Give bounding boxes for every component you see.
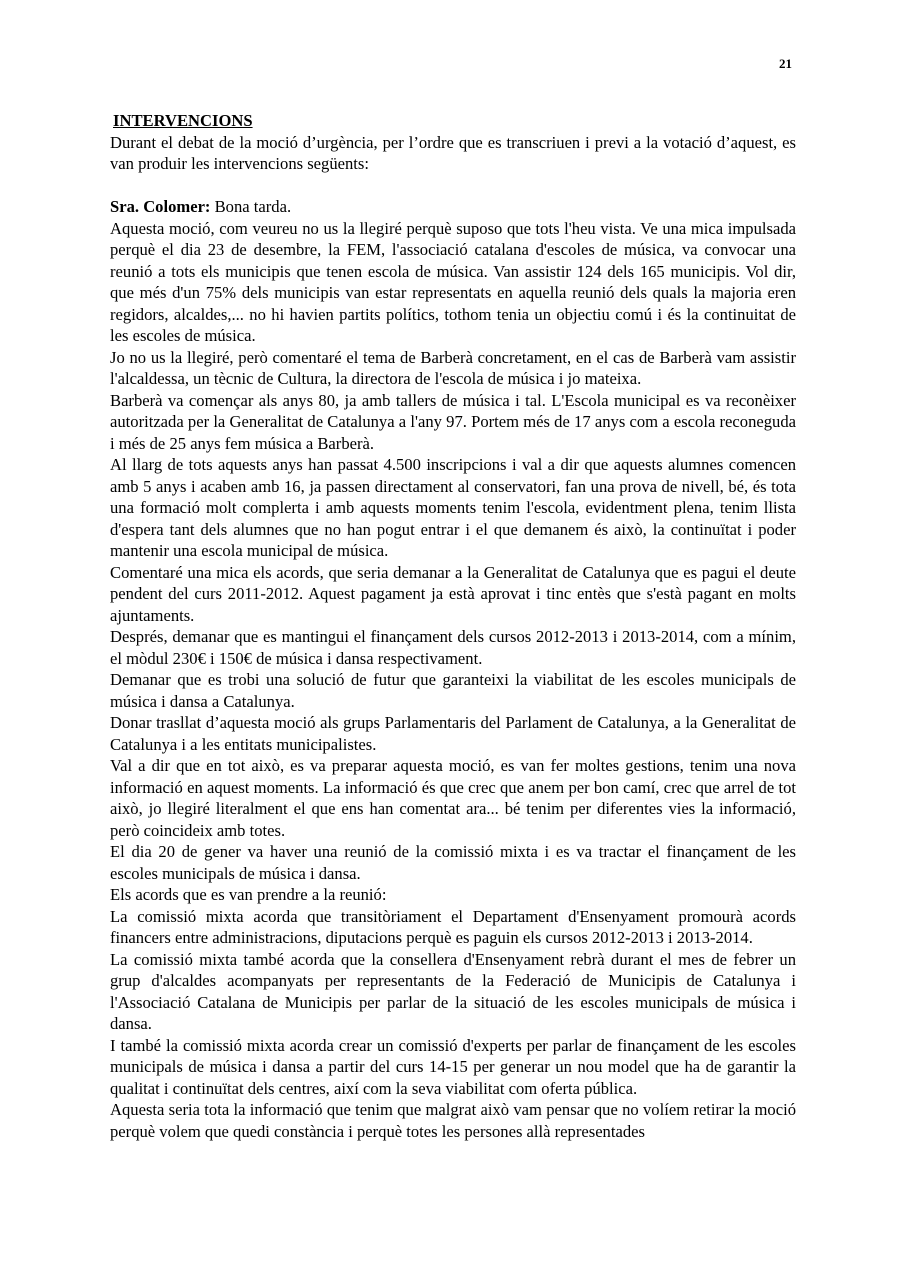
- paragraph: Al llarg de tots aquests anys han passat 4.500 inscripcions i val a dir que aquests alumnes comencen amb 5 anys i acaben amb 16, ja passen directament al conservatori, fan una prova de nivell, bé, és tota una formació molt complerta i amb aquests moments tenim l'escola, evidentment plena, tenim llista d'espera tant dels alumnes que no han pogut entrar i el que demanem és això, la continuïtat i poder mantenir una escola municipal de música.: [110, 455, 796, 560]
- paragraph: Comentaré una mica els acords, que seria demanar a la Generalitat de Catalunya que es pagui el deute pendent del curs 2011-2012. Aquest pagament ja està aprovat i tinc entès que s'està pagant en molts ajuntaments.: [110, 562, 796, 625]
- paragraphs: [110, 218, 796, 1143]
- intro-paragraph: Durant el debat de la moció d’urgència, per l’ordre que es transcriuen i previ a la votació d’aquest, es van produir les intervencions següents:: [110, 132, 796, 173]
- speaker-line: [110, 196, 796, 218]
- paragraph: Aquesta moció, com veureu no us la llegiré perquè suposo que tots l'heu vista. Ve una mica impulsada perquè el dia 23 de desembre, la FEM, l'associació catalana d'escoles de música, va convocar una reunió a tots els municipis que tenen escola de música. Van assistir 124 dels 165 municipis. Vol dir, que més d'un 75% dels municipis van estar representats en aquella reunió dels quals la majoria eren regidors, alcaldes,... no hi havien partits polítics, tothom tenia un objectiu comú i és la continuitat de les escoles de música.: [110, 218, 796, 345]
- paragraph: Els acords que es van prendre a la reunió:: [110, 885, 387, 904]
- speaker-name: Sra. Colomer:: [110, 197, 211, 216]
- document-body: [110, 110, 796, 1142]
- paragraph: La comissió mixta també acorda que la consellera d'Ensenyament rebrà durant el mes de febrer un grup d'alcaldes acompanyats per representants de la Federació de Municipis de Catalunya i l'Associació Catalana de Municipis per parlar de la situació de les escoles municipals de música i dansa.: [110, 949, 796, 1033]
- paragraph: I també la comissió mixta acorda crear un comissió d'experts per parlar de finançament de les escoles municipals de música i dansa a partir del curs 14-15 per generar un nou model que ha de garantir la qualitat i continuïtat dels centres, així com la seva viabilitat com oferta pública.: [110, 1035, 796, 1098]
- paragraph: Demanar que es trobi una solució de futur que garanteixi la viabilitat de les escoles municipals de música i dansa a Catalunya.: [110, 670, 796, 711]
- paragraph: Jo no us la llegiré, però comentaré el tema de Barberà concretament, en el cas de Barberà vam assistir l'alcaldessa, un tècnic de Cultura, la directora de l'escola de música i jo mateixa.: [110, 347, 796, 388]
- section-heading: INTERVENCIONS: [113, 111, 253, 130]
- paragraph: El dia 20 de gener va haver una reunió de la comissió mixta i es va tractar el finançament de les escoles municipals de música i dansa.: [110, 842, 796, 883]
- paragraph: Barberà va començar als anys 80, ja amb tallers de música i tal. L'Escola municipal es va reconèixer autoritzada per la Generalitat de Catalunya a l'any 97. Portem més de 17 anys com a escola reconeguda i més de 25 anys fem música a Barberà.: [110, 390, 796, 453]
- paragraph: Val a dir que en tot això, es va preparar aquesta moció, es van fer moltes gestions, tenim una nova informació en aquest moments. La informació és que crec que anem per bon camí, crec que arrel de tot això, jo llegiré literalment el que ens han comentat ara... bé tenim per diferentes vies la informació, però coincideix amb totes.: [110, 756, 796, 840]
- page-number: 21: [779, 56, 792, 71]
- paragraph: Aquesta seria tota la informació que tenim que malgrat això vam pensar que no volíem retirar la moció perquè volem que quedi constància i perquè totes les persones allà representades: [110, 1100, 796, 1141]
- spacer: [110, 175, 796, 197]
- paragraph: Donar trasllat d’aquesta moció als grups Parlamentaris del Parlament de Catalunya, a la Generalitat de Catalunya i a les entitats municipalistes.: [110, 713, 796, 754]
- paragraph: Després, demanar que es mantingui el finançament dels cursos 2012-2013 i 2013-2014, com a mínim, el mòdul 230€ i 150€ de música i dansa respectivament.: [110, 627, 796, 668]
- speaker-greeting: Bona tarda.: [210, 197, 292, 216]
- paragraph: La comissió mixta acorda que transitòriament el Departament d'Ensenyament promourà acords financers entre administracions, diputacions perquè es paguin els cursos 2012-2013 i 2013-2014.: [110, 906, 796, 947]
